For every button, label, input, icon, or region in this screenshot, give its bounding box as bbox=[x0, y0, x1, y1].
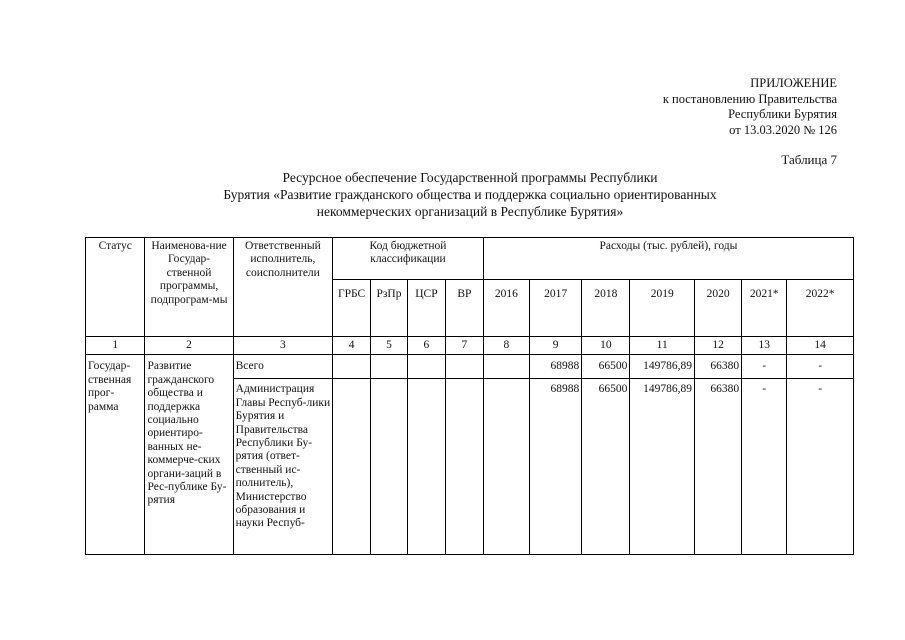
table-row bbox=[86, 355, 854, 379]
column-number: 9 bbox=[529, 337, 581, 355]
column-number: 2 bbox=[145, 337, 233, 355]
program-status: Государ-ственная прог-рамма bbox=[86, 355, 145, 555]
column-number: 10 bbox=[582, 337, 630, 355]
cell-csr bbox=[407, 355, 445, 379]
title-line-2: Бурятия «Развитие гражданского общества и поддержка социально ориентированных bbox=[223, 187, 717, 202]
header-year-2016: 2016 bbox=[483, 280, 529, 337]
cell-2022: - bbox=[787, 355, 854, 379]
header-status: Статус bbox=[86, 238, 145, 337]
cell-2019: 149786,89 bbox=[630, 379, 695, 555]
appendix-decree: к постановлению Правительства bbox=[662, 91, 837, 106]
cell-grbs bbox=[333, 355, 371, 379]
header-year-2019: 2019 bbox=[630, 280, 695, 337]
resource-table bbox=[85, 237, 854, 555]
header-csr: ЦСР bbox=[407, 280, 445, 337]
cell-2018: 66500 bbox=[582, 355, 630, 379]
column-number: 7 bbox=[445, 337, 483, 355]
header-year-2020: 2020 bbox=[695, 280, 742, 337]
responsible-executors: Администрация Главы Респуб-лики Бурятия и Правительства Республики Бу-рятия (ответ-ственный ис-полнитель), Министерство образования и науки Респуб- bbox=[233, 379, 332, 555]
column-number: 11 bbox=[630, 337, 695, 355]
cell-csr bbox=[407, 379, 445, 555]
appendix-date: от 13.03.2020 № 126 bbox=[729, 122, 837, 137]
header-responsible: Ответственный исполнитель, соисполнители bbox=[233, 238, 332, 337]
header-year-2018: 2018 bbox=[582, 280, 630, 337]
cell-2017: 68988 bbox=[529, 355, 581, 379]
title-line-1: Ресурсное обеспечение Государственной программы Республики bbox=[282, 170, 658, 185]
cell-2019: 149786,89 bbox=[630, 355, 695, 379]
cell-2018: 66500 bbox=[582, 379, 630, 555]
column-number: 6 bbox=[407, 337, 445, 355]
header-budget-code: Код бюджетной классификации bbox=[333, 238, 484, 280]
header-rzpr: РзПр bbox=[371, 280, 408, 337]
column-number-row bbox=[86, 337, 854, 355]
column-number: 3 bbox=[233, 337, 332, 355]
cell-rzpr bbox=[371, 355, 408, 379]
column-number: 13 bbox=[742, 337, 787, 355]
header-expenses: Расходы (тыс. рублей), годы bbox=[483, 238, 853, 280]
cell-2021: - bbox=[742, 355, 787, 379]
program-name: Развитие гражданского общества и поддержка социально ориентиро-ванных не-коммерче-ских органи-заций в Рес-публике Бу-рятия bbox=[145, 355, 233, 555]
cell-2016 bbox=[483, 355, 529, 379]
cell-2022: - bbox=[787, 379, 854, 555]
column-number: 5 bbox=[371, 337, 408, 355]
header-year-2017: 2017 bbox=[529, 280, 581, 337]
header-grbs: ГРБС bbox=[333, 280, 371, 337]
appendix-republic: Республики Бурятия bbox=[728, 107, 837, 121]
table-number: Таблица 7 bbox=[781, 152, 837, 167]
cell-2021: - bbox=[742, 379, 787, 555]
header-row-1 bbox=[86, 238, 854, 280]
column-number: 1 bbox=[86, 337, 145, 355]
header-vr: ВР bbox=[445, 280, 483, 337]
appendix-title: ПРИЛОЖЕНИЕ bbox=[750, 76, 837, 90]
column-number: 4 bbox=[333, 337, 371, 355]
cell-rzpr bbox=[371, 379, 408, 555]
cell-2016 bbox=[483, 379, 529, 555]
appendix-header bbox=[663, 76, 837, 138]
column-number: 12 bbox=[695, 337, 742, 355]
header-year-2021: 2021* bbox=[742, 280, 787, 337]
cell-2017: 68988 bbox=[529, 379, 581, 555]
column-number: 8 bbox=[483, 337, 529, 355]
document-title bbox=[140, 169, 800, 220]
cell-2020: 66380 bbox=[695, 355, 742, 379]
header-year-2022: 2022* bbox=[787, 280, 854, 337]
cell-2020: 66380 bbox=[695, 379, 742, 555]
column-number: 14 bbox=[787, 337, 854, 355]
header-program-name: Наименова-ние Государ-ственной программы, подпрограм-мы bbox=[145, 238, 233, 337]
responsible-total: Всего bbox=[233, 355, 332, 379]
title-line-3: некоммерческих организаций в Республике Бурятия» bbox=[316, 204, 624, 219]
cell-vr bbox=[445, 379, 483, 555]
cell-grbs bbox=[333, 379, 371, 555]
cell-vr bbox=[445, 355, 483, 379]
